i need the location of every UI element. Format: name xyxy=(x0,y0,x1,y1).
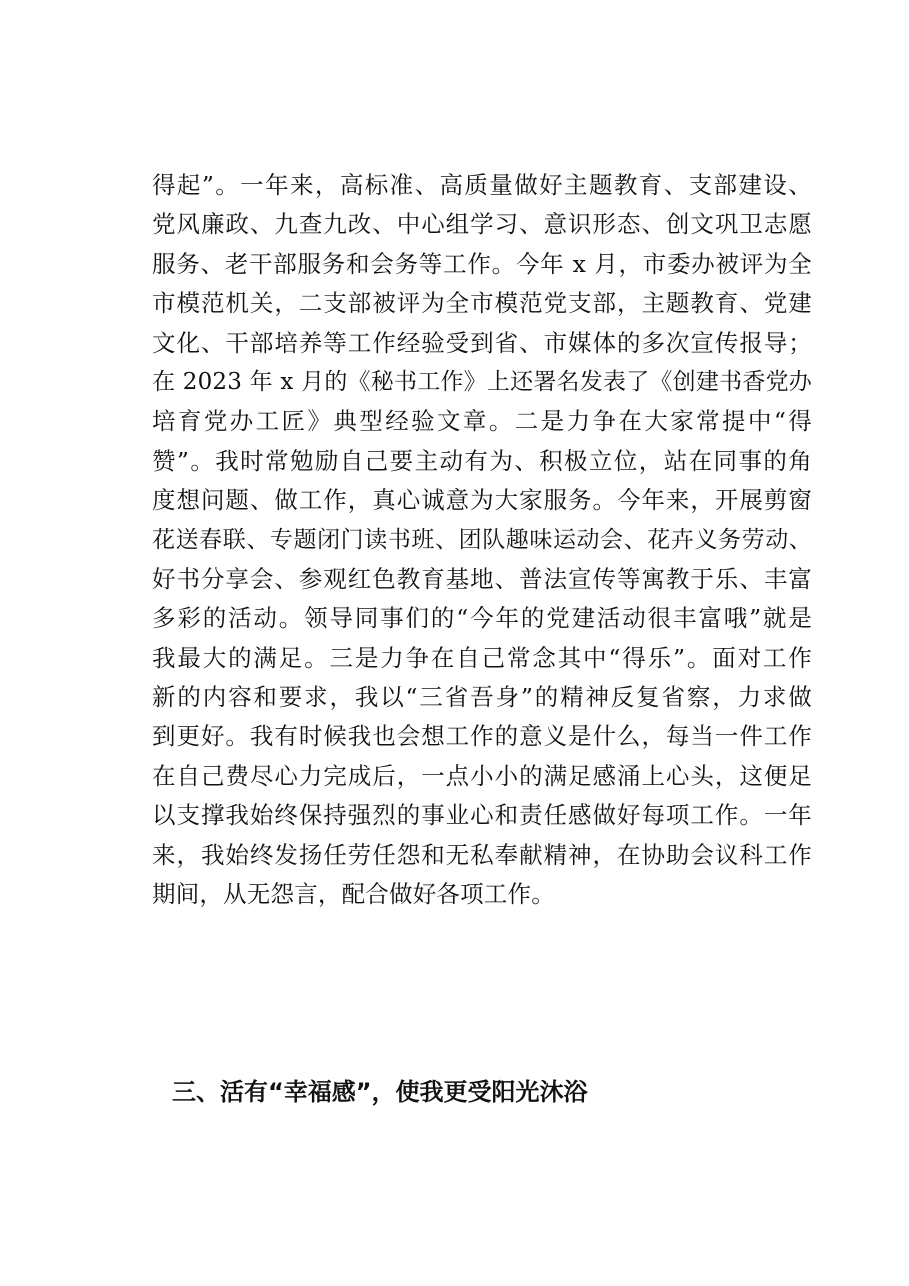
text-line: 在 2023 年 x 月的《秘书工作》上还署名发表了《创建书香党办 xyxy=(152,368,812,395)
text-line: 到更好。我有时候我也会想工作的意义是什么，每当一件工作 xyxy=(152,722,812,751)
text-line: 期间，从无怨言，配合做好各项工作。 xyxy=(152,880,555,909)
text-line: 党风廉政、九查九改、中心组学习、意识形态、创文巩卫志愿 xyxy=(152,210,812,239)
section-heading: 三、活有“幸福感”，使我更受阳光沐浴 xyxy=(172,1078,588,1106)
text-line: 在自己费尽心力完成后，一点小小的满足感涌上心头，这便足 xyxy=(152,761,812,790)
text-line: 以支撑我始终保持强烈的事业心和责任感做好每项工作。一年 xyxy=(152,801,812,830)
text-line: 花送春联、专题闭门读书班、团队趣味运动会、花卉义务劳动、 xyxy=(152,526,812,553)
text-line: 服务、老干部服务和会务等工作。今年 x 月，市委办被评为全 xyxy=(152,249,812,278)
text-line: 我最大的满足。三是力争在自己常念其中“得乐”。面对工作 xyxy=(152,643,812,672)
text-line: 得起”。一年来，高标准、高质量做好主题教育、支部建设、 xyxy=(152,171,812,199)
text-line: 文化、干部培养等工作经验受到省、市媒体的多次宣传报导； xyxy=(152,328,812,357)
text-line: 度想问题、做工作，真心诚意为大家服务。今年来，开展剪窗 xyxy=(152,486,812,515)
text-line: 来，我始终发扬任劳任怨和无私奉献精神，在协助会议科工作 xyxy=(152,840,812,869)
text-line: 多彩的活动。领导同事们的“今年的党建活动很丰富哦”就是 xyxy=(152,604,812,633)
text-line: 培育党办工匠》典型经验文章。二是力争在大家常提中“得 xyxy=(152,407,812,436)
text-line: 赞”。我时常勉励自己要主动有为、积极立位，站在同事的角 xyxy=(152,446,812,475)
text-line: 好书分享会、参观红色教育基地、普法宣传等寓教于乐、丰富 xyxy=(152,564,812,593)
text-line: 市模范机关，二支部被评为全市模范党支部，主题教育、党建 xyxy=(152,289,812,318)
text-line: 新的内容和要求，我以“三省吾身”的精神反复省察，力求做 xyxy=(152,683,812,712)
body-paragraph xyxy=(152,166,812,914)
